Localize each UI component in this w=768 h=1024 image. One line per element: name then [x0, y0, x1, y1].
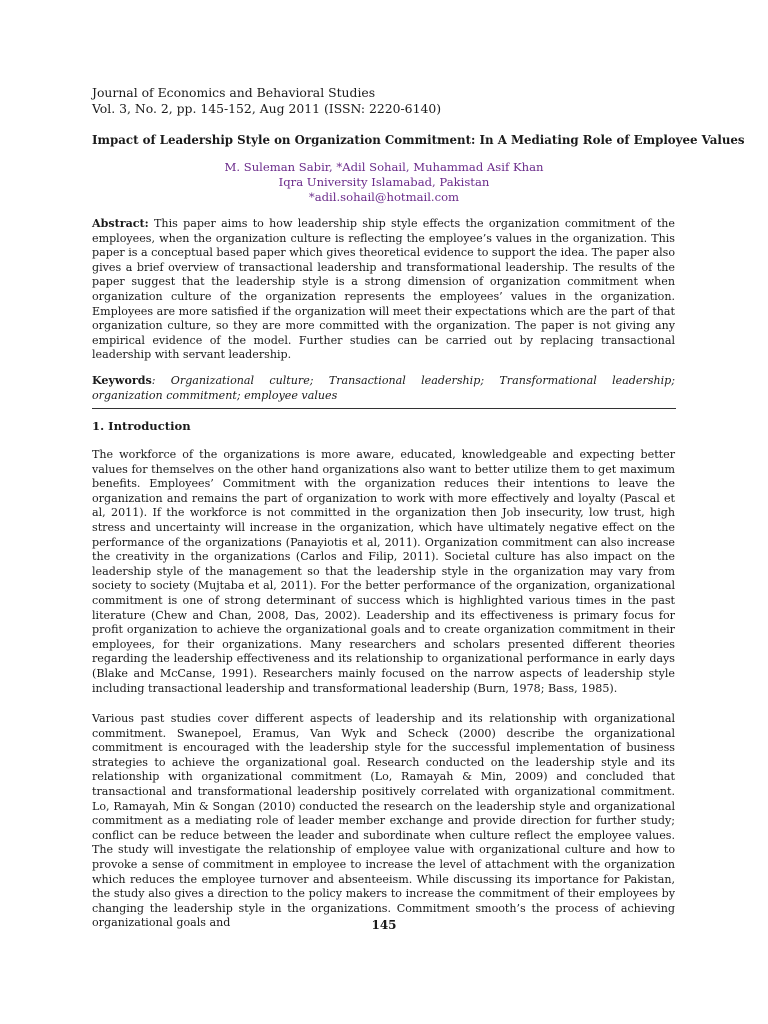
- author-email: *adil.sohail@hotmail.com: [308, 190, 460, 204]
- keywords-colon: :: [151, 374, 156, 387]
- article-title: Impact of Leadership Style on Organization Commitment: In A Mediating Role of Employee Values: [92, 133, 745, 147]
- section-divider: [92, 408, 676, 409]
- author-affiliation: Iqra University Islamabad, Pakistan: [278, 175, 490, 189]
- intro-paragraph-1: The workforce of the organizations is more aware, educated, knowledgeable and expecting better values for themselves on the other hand organizations also want to better utilize them to get maximum benefits. Employees’ Commitment with the organization reduces their intentions to leave the organization and remains the part of organization to work with more effectively and loyalty (Pascal et al, 2011). If the workforce is not committed in the organization then Job insecurity, low trust, high stress and uncertainty will increase in the organization, which have ultimately negative effect on the performance of the organizations (Panayiotis et al, 2011). Organization commitment can also increase the creativity in the organizations (Carlos and Filip, 2011). Societal culture has also impact on the leadership style of the management so that the leadership style in the organization may vary from society to society (Mujtaba et al, 2011). For the better performance of the organization, organizational commitment is one of strong determinant of success which is highlighted various times in the past literature (Chew and Chan, 2008, Das, 2002). Leadership and its effectiveness is primary focus for profit organization to achieve the organizational goals and to create organization commitment in their employees, for their organizations. Many researchers and scholars presented different theories regarding the leadership effectiveness and its relationship to organizational performance in early days (Blake and McCanse, 1991). Researchers mainly focused on the narrow aspects of leadership style including transactional leadership and transformational leadership (Burn, 1978; Bass, 1985).: [92, 448, 675, 695]
- abstract-label: Abstract:: [92, 217, 149, 230]
- keywords-text: Organizational culture; Transactional leadership; Transformational leadership; organization commitment; employee values: [92, 374, 675, 402]
- page-number: 145: [371, 918, 397, 932]
- keywords-label: Keywords: [92, 374, 152, 387]
- section-heading: 1. Introduction: [92, 419, 191, 433]
- journal-header: [92, 85, 441, 117]
- journal-issue: Vol. 3, No. 2, pp. 145-152, Aug 2011 (ISSN: 2220-6140): [92, 101, 442, 116]
- journal-name: Journal of Economics and Behavioral Studies: [92, 85, 376, 100]
- author-names: M. Suleman Sabir, *Adil Sohail, Muhammad Asif Khan: [224, 160, 544, 174]
- author-block: [92, 160, 676, 205]
- intro-paragraph-2: Various past studies cover different aspects of leadership and its relationship with organizational commitment. Swanepoel, Eramus, Van Wyk and Scheck (2000) describe the organizational commitment is encouraged with the leadership style for the successful implementation of business strategies to achieve the organizational goal. Research conducted on the leadership style and its relationship with organizational commitment (Lo, Ramayah & Min, 2009) and concluded that transactional and transformational leadership positively correlated with organizational commitment. Lo, Ramayah, Min & Songan (2010) conducted the research on the leadership style and organizational commitment as a mediating role of leader member exchange and provide direction for further study; conflict can be reduce between the leader and subordinate when culture reflect the employee values. The study will investigate the relationship of employee value with organizational culture and how to provoke a sense of commitment in employee to increase the level of attachment with the organization which reduces the employee turnover and absenteeism. While discussing its importance for Pakistan, the study also gives a direction to the policy makers to increase the commitment of their employees by changing the leadership style in the organizations. Commitment smooth’s the process of achieving organizational goals and: [92, 712, 675, 930]
- keywords: [92, 374, 675, 403]
- abstract: [92, 217, 675, 363]
- abstract-text: This paper aims to how leadership ship style effects the organization commitment of the employees, when the organization culture is reflecting the employee’s values in the organization. This paper is a conceptual based paper which gives theoretical evidence to support the idea. The paper also gives a brief overview of transactional leadership and transformational leadership. The results of the paper suggest that the leadership style is a strong dimension of organization commitment when organization culture of the organization represents the employees’ values in the organization. Employees are more satisfied if the organization will meet their expectations which are the part of that organization culture, so they are more committed with the organization. The paper is not giving any empirical evidence of the model. Further studies can be carried out by replacing transactional leadership with servant leadership.: [92, 217, 675, 362]
